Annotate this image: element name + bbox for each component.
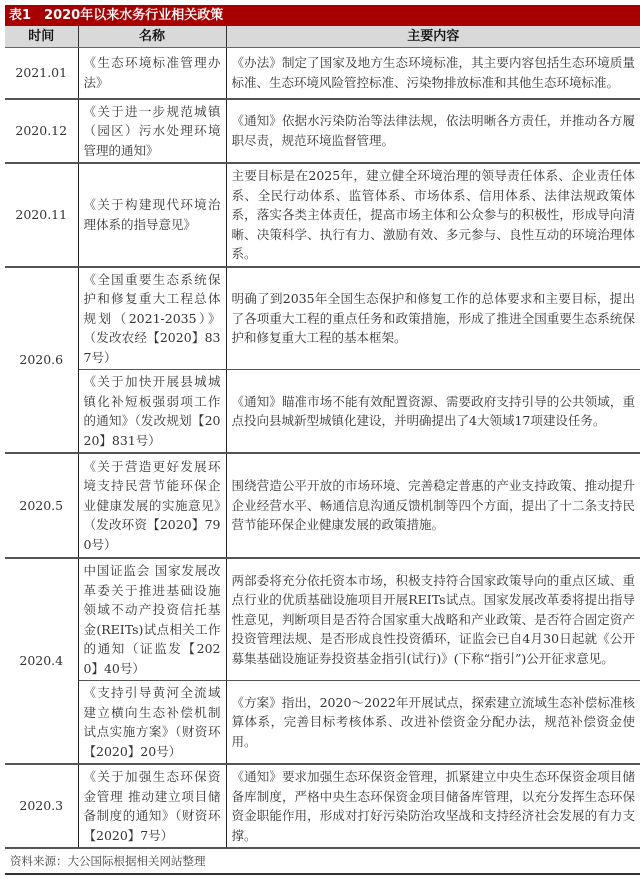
header-content: 主要内容 xyxy=(226,26,640,48)
row-content: 《通知》依据水污染防治等法律法规，依法明晰各方责任，并推动各方履职尽责，规范环境监督管理。 xyxy=(226,99,640,164)
table-title: 表1 2020年以来水务行业相关政策 xyxy=(5,5,640,26)
row-date: 2021.01 xyxy=(5,48,78,99)
row-name: 《全国重要生态系统保护和修复重大工程总体规划（2021-2035）》（发改农经【2020】837号） xyxy=(78,267,226,370)
row-date: 2020.12 xyxy=(5,99,78,164)
row-date: 2020.6 xyxy=(5,267,78,454)
row-name: 《关于营造更好发展环境支持民营节能环保企业健康发展的实施意见》（发改环资【2020】790号） xyxy=(78,453,226,558)
table-row xyxy=(5,764,640,848)
table-row xyxy=(5,48,640,99)
row-name: 《关于进一步规范城镇（园区）污水处理环境管理的通知》 xyxy=(78,99,226,164)
row-content: 《通知》要求加强生态环保资金管理，抓紧建立中央生态环保资金项目储备库制度，严格中央生态环保资金项目储备库管理，以充分发挥生态环保资金职能作用，形成对打好污染防治攻坚战和支持经济社会发展的有力支撑。 xyxy=(226,764,640,848)
row-name: 《关于构建现代环境治理体系的指导意见》 xyxy=(78,163,226,267)
row-date: 2020.3 xyxy=(5,764,78,848)
row-name: 中国证监会 国家发展改革委关于推进基础设施领域不动产投资信托基金(REITs)试点相关工作的通知（证监发【2020】40号） xyxy=(78,558,226,681)
header-name: 名称 xyxy=(78,26,226,48)
header-date: 时间 xyxy=(5,26,78,48)
table-row xyxy=(5,267,640,370)
table-row xyxy=(5,163,640,267)
row-name: 《关于加强生态环保资金管理 推动建立项目储备制度的通知》（财资环【2020】7号） xyxy=(78,764,226,848)
row-content: 《通知》瞄准市场不能有效配置资源、需要政府支持引导的公共领域，重点投向县城新型城镇化建设，并明确提出了4大领域17项建设任务。 xyxy=(226,370,640,454)
row-date: 2020.5 xyxy=(5,453,78,558)
bottom-divider xyxy=(5,873,640,875)
table-row xyxy=(5,558,640,681)
policy-table xyxy=(5,26,640,849)
table-row xyxy=(5,453,640,558)
row-content: 两部委将充分依托资本市场，积极支持符合国家政策导向的重点区域、重点行业的优质基础设施项目开展REITs试点。国家发展改革委将提出指导性意见，判断项目是否符合国家重大战略和产业政策、是否符合固定资产投资管理法规、是否形成良性投资循环，证监会已自4月30日起就《公开募集基础设施证券投资基金指引(试行)》(下称“指引”)公开征求意见。 xyxy=(226,558,640,681)
row-name: 《支持引导黄河全流域建立横向生态补偿机制试点实施方案》（财资环【2020】20号） xyxy=(78,681,226,765)
table-header-row xyxy=(5,26,640,48)
row-name: 《生态环境标准管理办法》 xyxy=(78,48,226,99)
row-date: 2020.4 xyxy=(5,558,78,764)
row-content: 明确了到2035年全国生态保护和修复工作的总体要求和主要目标，提出了各项重大工程的重点任务和政策措施，形成了推进全国重要生态系统保护和修复重大工程的基本框架。 xyxy=(226,267,640,370)
row-content: 《方案》指出，2020～2022年开展试点，探索建立流域生态补偿标准核算体系，完善目标考核体系、改进补偿资金分配办法，规范补偿资金使用。 xyxy=(226,681,640,765)
row-content: 主要目标是在2025年，建立健全环境治理的领导责任体系、企业责任体系、全民行动体系、监管体系、市场体系、信用体系、法律法规政策体系，落实各类主体责任，提高市场主体和公众参与的积极性，形成导向清晰、决策科学、执行有力、激励有效、多元参与、良性互动的环境治理体系。 xyxy=(226,163,640,267)
row-content: 《办法》制定了国家及地方生态环境标准，其主要内容包括生态环境质量标准、生态环境风险管控标准、污染物排放标准和其他生态环境标准。 xyxy=(226,48,640,99)
source-note: 资料来源：大公国际根据相关网站整理 xyxy=(10,854,206,868)
row-name: 《关于加快开展县城城镇化补短板强弱项工作的通知》（发改规划【2020】831号） xyxy=(78,370,226,454)
table-row xyxy=(5,370,640,454)
table-row xyxy=(5,681,640,765)
row-content: 围绕营造公平开放的市场环境、完善稳定普惠的产业支持政策、推动提升企业经营水平、畅通信息沟通反馈机制等四个方面，提出了十二条支持民营节能环保企业健康发展的政策措施。 xyxy=(226,453,640,558)
table-row xyxy=(5,99,640,164)
row-date: 2020.11 xyxy=(5,163,78,267)
